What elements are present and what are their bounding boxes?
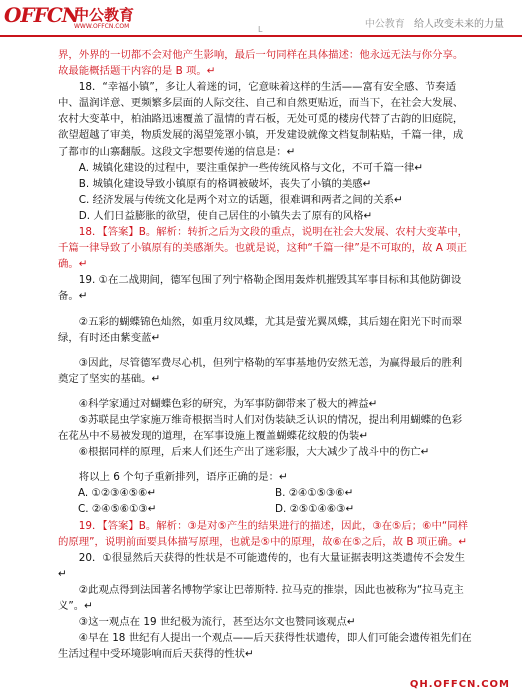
q19-sentence-2: ②五彩的蝴蝶锦色灿然，如重月纹凤蝶，尤其是萤光翼凤蝶，其后翅在阳光下时而翠绿，有时还由紫变蓝↵ [58,315,463,344]
logo-en: WWW.OFFCN.COM [74,23,130,30]
q19-option-b: B. ②④①⑤③⑥↵ [275,487,354,500]
answer-19: 19．【答案】B。解析：③是对⑤产生的结果进行的描述，因此，③在⑤后；⑥中“同样的原理”，说明前面要具体描写原理，也就是⑤中的原理，故⑥在⑤之后，故 B 项正确。↵ [58,519,469,548]
logo-mark: OFFCN [4,3,80,27]
page-header [0,0,522,40]
header-brand: 中公教育 [364,19,405,30]
answer-continuation: 界，外界的一切都不会对他产生影响，最后一句同样在具体描述：他永远无法与你分享。故最能概括题干内容的是 B 项。↵ [58,49,464,78]
q20-sentence-1: 20．①很显然后天获得的性状是不可能遗传的，也有大量证据表明这类遗传不会发生↵ [58,551,466,580]
q18-option-b: B. 城镇化建设导致小镇原有的格调被破坏，丧失了小镇的美感↵ [78,177,372,190]
document-body [58,47,472,662]
question-18: 18．“幸福小镇”，多让人着迷的词，它意味着这样的生活——富有安全感、节奏适中、温润详意、更频繁多层面的人际交往、自己和自然更贴近，而当下，在社会大发展、农村大变革中，柏油路迅速覆盖了温情的青石板，无处可觅的楼房代替了古韵的旧庭院，欲望超越了审美，物质发展的渴望笼罩小镇，开发建设就像文档复制粘贴，千篇一律，成了都市的山寨翻版。这段文字想要传递的信息是：↵ [58,81,464,158]
footer-url: QH.OFFCN.COM [409,679,510,690]
q19-option-a: A. ①②③④⑤⑥↵ [78,487,157,500]
q19-option-c: C. ②④⑤⑥①③↵ [78,503,157,516]
q18-option-c: C. 经济发展与传统文化是两个对立的话题，很难调和两者之间的关系↵ [78,193,403,206]
q20-sentence-3: ③这一观点在 19 世纪极为流行，甚至达尔文也赞同该观点↵ [78,616,356,629]
q19-prompt: 将以上 6 个句子重新排列，语序正确的是：↵ [78,471,288,484]
q19-sentence-4: ④科学家通过对蝴蝶色彩的研究，为军事防御带来了极大的裨益↵ [78,397,378,410]
offcn-logo [4,3,154,33]
header-divider [0,35,522,37]
answer-18: 18．【答案】B。解析：转折之后为文段的重点，说明在社会大发展、农村大变革中，千篇一律导致了小镇原有的美感渐失。也就是说，这种“千篇一律”是不可取的，故 A 项正确。↵ [58,226,469,271]
q19-options [58,485,472,517]
header-slogan: 给人改变未来的力量 [414,19,504,30]
q19-sentence-3: ③因此，尽管德军费尽心机，但列宁格勒的军事基地仍安然无恙，为赢得最后的胜利奠定了坚实的基础。↵ [58,356,463,385]
logo-cn: 中公教育 [74,6,135,24]
q19-sentence-1: 19. ①在二战期间，德军包围了列宁格勒企图用轰炸机摧毁其军事目标和其他防御设备。↵ [58,274,462,303]
q19-option-d: D. ②⑤①④⑥③↵ [275,503,355,516]
q19-sentence-6: ⑥根据同样的原理，后来人们还生产出了迷彩服，大大减少了战斗中的伤亡↵ [78,446,430,459]
corner-mark: L [258,25,263,34]
header-right [365,15,504,30]
q19-sentence-5: ⑤苏联昆虫学家施万维奇根据当时人们对伪装缺乏认识的情况，提出利用蝴蝶的色彩在花丛中不易被发现的道理，在军事设施上覆盖蝴蝶花纹般的伪装↵ [58,413,463,443]
q18-option-a: A. 城镇化建设的过程中，要注重保护一些传统风格与文化，不可千篇一律↵ [78,161,424,174]
q20-sentence-4: ④早在 18 世纪有人提出一个观点——后天获得性状遗传，即人们可能会遗传祖先们在生活过程中受环境影响而后天获得的性状↵ [58,632,472,661]
q18-option-d: D. 人们日益膨胀的欲望，使自己居住的小镇失去了原有的风格↵ [78,209,373,222]
q20-sentence-2: ②此观点得到法国著名博物学家让巴蒂斯特. 拉马克的推崇，因此也被称为“拉马克主义”。↵ [58,583,464,612]
